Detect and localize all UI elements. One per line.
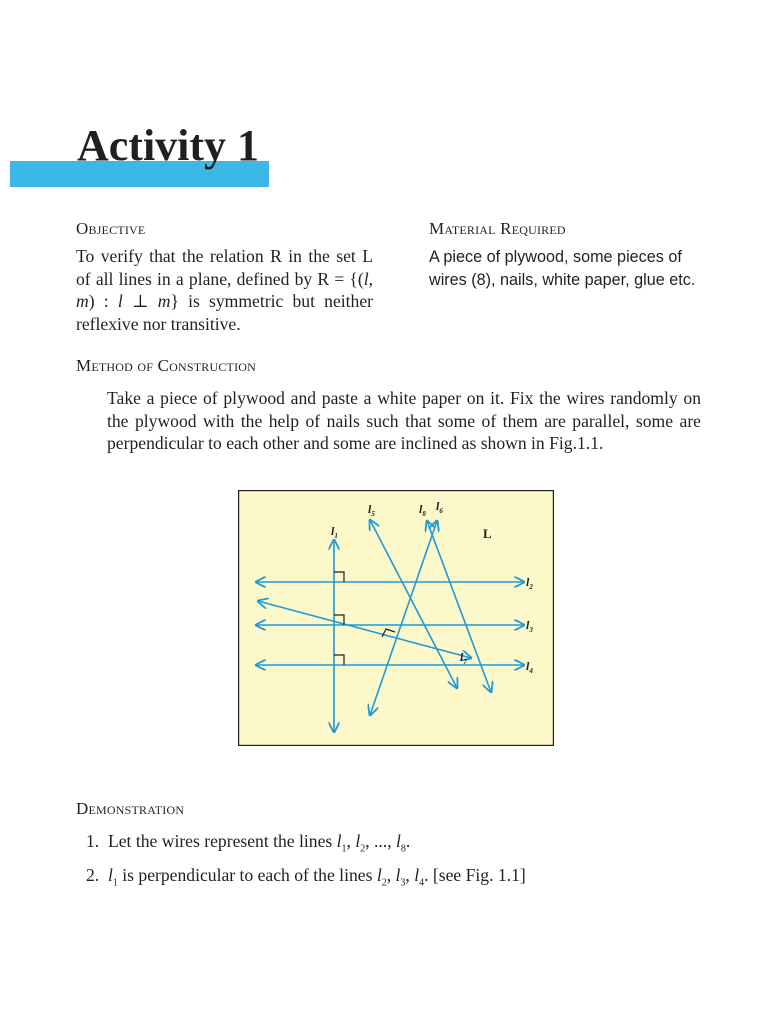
var-l: l [363,268,369,289]
line-var: $l_3$ [395,865,406,889]
line-var: $l_4$ [414,865,425,889]
var-m: m [76,291,89,312]
separator: , [405,865,415,885]
var-m-2: m [157,291,171,312]
figure-1-1 [238,490,554,746]
objective-text-before: To verify that the relation R in the set L of all lines in a plane, defined by R = {( [76,246,373,289]
objective-heading: Objective [76,219,146,238]
line-var: $l_1$ [108,865,118,889]
objective-comma: , [368,268,373,289]
material-heading: Material Required [429,219,566,238]
figure-frame [239,491,554,746]
item-end: . [see Fig. 1.1] [424,865,526,885]
label-l4: $l_4$ [526,659,533,675]
figure-canvas [238,490,554,746]
set-label-L: L [483,526,492,541]
line-var: $l_2$ [355,831,366,855]
item-text: Let the wires represent the lines [108,831,337,851]
var-l-2: l [117,291,123,312]
objective-text [76,245,373,335]
separator: , [346,831,356,851]
label-l7: $l_7$ [460,650,467,666]
separator: , ..., [365,831,397,851]
line-var: $l_8$ [396,831,406,855]
line-var: $l_1$ [336,831,347,855]
label-l8: $l_8$ [419,502,426,518]
item-number: 2. [86,865,100,885]
separator: , [386,865,396,885]
label-l5: $l_5$ [368,502,375,518]
objective-text-after: } is symmetric but neither reflexive nor transitive. [76,291,374,334]
line-var: $l_2$ [376,865,387,889]
perpendicular-symbol: ⊥ [122,291,158,312]
demonstration-list [86,830,526,898]
item-end: . [405,831,411,851]
demonstration-heading: Demonstration [76,799,185,818]
demonstration-item-1 [86,830,526,864]
label-l3: $l_3$ [526,618,533,634]
page-title: Activity 1 [77,121,260,170]
item-text: is perpendicular to each of the lines [117,865,377,885]
material-text: A piece of plywood, some pieces of wires (8), nails, white paper, glue etc. [429,248,696,289]
method-heading: Method of Construction [76,356,257,375]
method-text: Take a piece of plywood and paste a white paper on it. Fix the wires randomly on the plywood with the help of nails such that some of them are parallel, some are perpendicular to each other and some are inclined as shown in Fig.1.1. [107,388,701,454]
label-l2: $l_2$ [526,575,533,591]
objective-colon: ) : [88,291,118,312]
label-l1: $l_1$ [331,524,338,540]
label-l6: $l_6$ [436,499,443,515]
demonstration-item-2 [86,864,526,898]
item-number: 1. [86,831,100,851]
